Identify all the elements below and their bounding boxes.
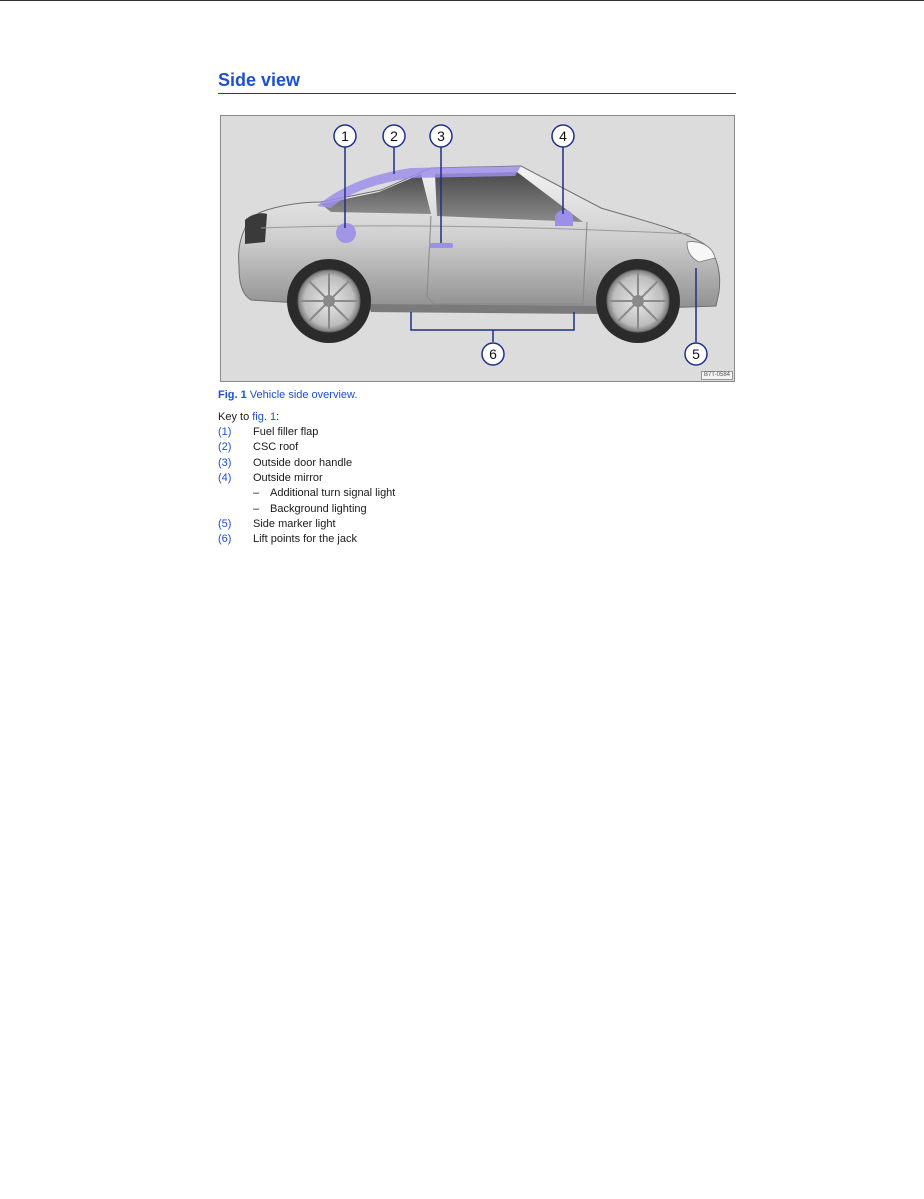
key-item <box>218 441 298 453</box>
subitem-label: Additional turn signal light <box>270 487 396 499</box>
callout-2-label: 2 <box>390 128 398 144</box>
tail-light <box>245 213 267 244</box>
figure-caption <box>218 389 357 401</box>
key-subitem <box>253 503 367 515</box>
rear-wheel <box>287 259 371 343</box>
key-item-label: CSC roof <box>253 441 299 453</box>
caption-text: Vehicle side overview. <box>249 389 358 401</box>
fig-link[interactable]: fig. 1 <box>252 411 277 423</box>
callout-5 <box>685 343 707 365</box>
callout-6-label: 6 <box>489 346 497 362</box>
key-item-label: Outside mirror <box>253 472 323 484</box>
title-underline <box>218 93 736 94</box>
key-item-label: Lift points for the jack <box>253 533 357 545</box>
figure-code: B7T-0584 <box>701 371 733 380</box>
key-item <box>218 533 357 545</box>
key-item-number[interactable]: (5) <box>218 518 232 530</box>
page-top-rule <box>0 0 924 1</box>
key-intro-prefix: Key to <box>218 411 250 423</box>
key-item <box>218 472 323 484</box>
key-item-number[interactable]: (6) <box>218 533 232 545</box>
front-wheel <box>596 259 680 343</box>
vehicle-side-figure <box>220 115 735 382</box>
subitem-label: Background lighting <box>270 503 367 515</box>
callout-5-label: 5 <box>692 346 700 362</box>
key-item-label: Outside door handle <box>253 457 353 469</box>
key-item-number[interactable]: (3) <box>218 457 232 469</box>
fuel-flap-highlight <box>336 223 356 243</box>
section-title: Side view <box>218 70 301 90</box>
door-handle-highlight <box>429 243 453 248</box>
caption-label: Fig. 1 <box>218 389 247 401</box>
key-item <box>218 457 352 469</box>
callout-3-label: 3 <box>437 128 445 144</box>
vehicle-illustration <box>221 116 735 382</box>
callout-4-label: 4 <box>559 128 567 144</box>
key-item-label: Fuel filler flap <box>253 426 319 438</box>
callout-2 <box>383 125 405 147</box>
key-item-number[interactable]: (2) <box>218 441 232 453</box>
key-subitem <box>253 487 395 499</box>
key-intro <box>218 411 279 423</box>
callout-4 <box>552 125 574 147</box>
callout-1 <box>334 125 356 147</box>
subitem-dash: – <box>253 503 260 515</box>
key-item <box>218 426 318 438</box>
callout-1-label: 1 <box>341 128 349 144</box>
key-item-label: Side marker light <box>253 518 336 530</box>
callout-3 <box>430 125 452 147</box>
subitem-dash: – <box>253 487 260 499</box>
key-item-number[interactable]: (4) <box>218 472 232 484</box>
callout-6 <box>482 343 504 365</box>
key-item-number[interactable]: (1) <box>218 426 232 438</box>
key-item <box>218 518 336 530</box>
key-intro-suffix: : <box>276 411 280 423</box>
